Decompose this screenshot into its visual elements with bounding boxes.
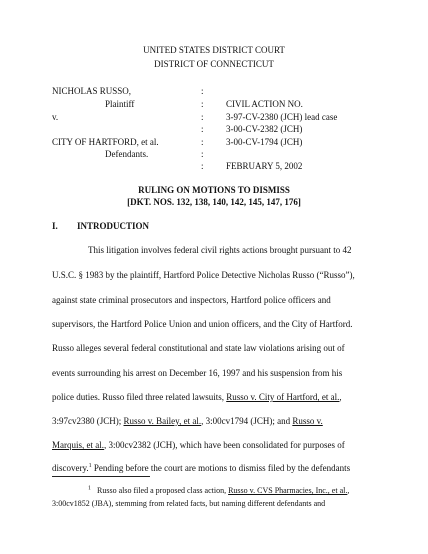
ruling-date: FEBRUARY 5, 2002 [226,161,303,171]
court-name: UNITED STATES DISTRICT COURT [143,45,285,55]
text-run: , 3:00cv1794 (JCH); and [201,416,293,426]
civil-action-label: CIVIL ACTION NO. [226,99,303,109]
section-number: I. [52,221,58,231]
paragraph-line: U.S.C. § 1983 by the plaintiff, Hartford Police Detective Nicholas Russo (“Russo”), [52,270,355,280]
paragraph-line: Russo alleges several federal constitutional and state law violations arising out of [52,343,345,353]
caption-versus: v. [52,112,59,122]
footnote-separator [52,476,150,477]
caption-colon: : [201,149,204,159]
caption-plaintiff-label: Plaintiff [105,99,135,109]
caption-colon: : [201,137,204,147]
text-run: Pending before the court are motions to dismiss filed by the defendants [91,463,351,473]
ruling-title: RULING ON MOTIONS TO DISMISS [138,185,290,195]
paragraph-line [52,416,323,426]
text-run: discovery. [52,463,89,473]
footnote-number: 1 [88,485,91,492]
paragraph-line [52,463,350,473]
text-run: , [339,392,342,402]
caption-colon: : [201,161,204,171]
court-district: DISTRICT OF CONNECTICUT [154,59,274,69]
paragraph-line [52,440,345,450]
footnote-line [88,486,349,495]
text-run: , 3:00cv2382 (JCH), which have been consolidated for purposes of [104,440,345,450]
docket-numbers: [DKT. NOS. 132, 138, 140, 142, 145, 147, 176] [127,197,301,207]
case-citation: Russo v. City of Hartford, et al. [226,392,340,402]
text-run: 3:97cv2380 (JCH); [52,416,124,426]
caption-colon: : [201,99,204,109]
case-citation: Russo v. [292,416,323,426]
case-number: 3-00-CV-1794 (JCH) [226,137,303,147]
case-citation: Marquis, et al. [52,440,104,450]
caption-colon: : [201,124,204,134]
caption-defendant-name: CITY OF HARTFORD, et al. [52,137,159,147]
footnote-reference: 1 [88,463,92,469]
paragraph-line [52,392,342,402]
footnote-line: 3:00cv1852 (JBA), stemming from related facts, but naming different defendants and [52,499,326,508]
section-title: INTRODUCTION [77,221,150,231]
caption-defendants-label: Defendants. [105,149,149,159]
paragraph-line: supervisors, the Hartford Police Union and union officers, and the City of Hartford. [52,319,353,329]
caption-plaintiff-name: NICHOLAS RUSSO, [52,86,132,96]
case-citation: Russo v. Bailey, et al. [123,416,202,426]
case-number: 3-00-CV-2382 (JCH) [226,124,303,134]
text-run: , [347,486,350,495]
paragraph-line: events surrounding his arrest on December 16, 1997 and his suspension from his [52,368,343,378]
paragraph-line: This litigation involves federal civil rights actions brought pursuant to 42 [88,245,352,255]
paragraph-line: against state criminal prosecutors and inspectors, Hartford police officers and [52,295,331,305]
text-run: police duties. Russo filed three related lawsuits, [52,392,227,402]
text-run: Russo also filed a proposed class action, [97,486,229,495]
caption-colon: : [201,112,204,122]
case-number-lead: 3-97-CV-2380 (JCH) lead case [226,112,338,122]
case-citation: Russo v. CVS Pharmacies, Inc., et al. [228,486,348,495]
caption-colon: : [201,86,204,96]
